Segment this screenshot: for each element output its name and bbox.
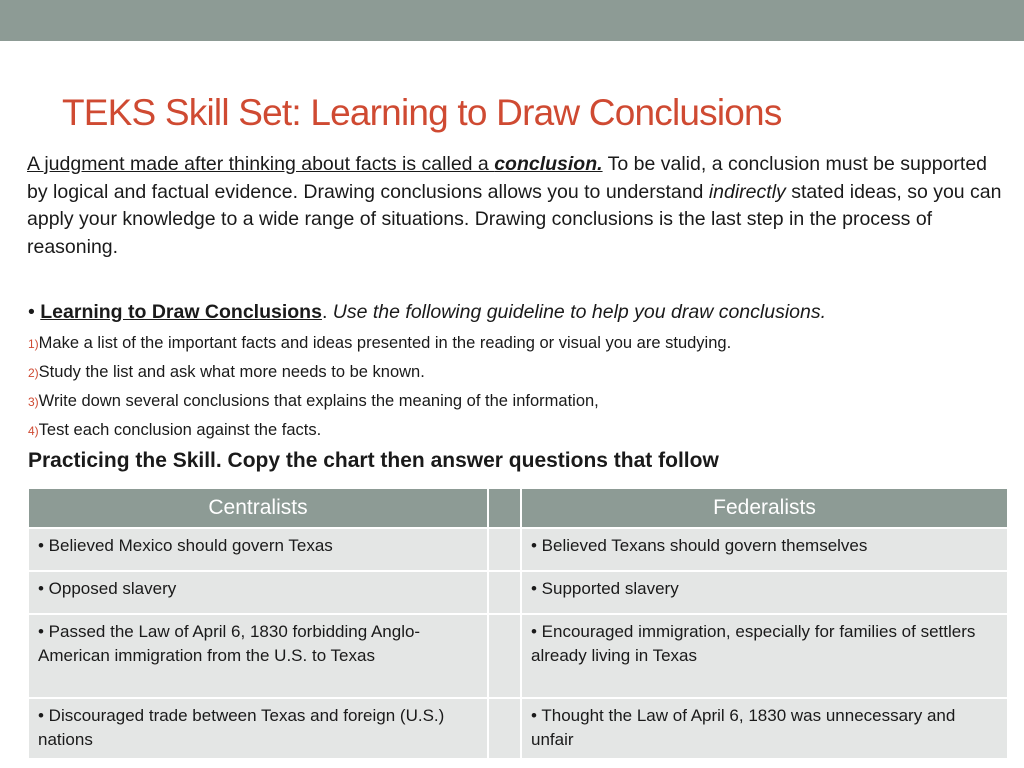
- spacer-cell: [488, 528, 521, 571]
- step-item: [28, 331, 731, 360]
- centralist-cell: • Discouraged trade between Texas and foreign (U.S.) nations: [28, 698, 488, 759]
- spacer-cell: [488, 614, 521, 698]
- guideline-text: Use the following guideline to help you draw conclusions.: [332, 301, 827, 323]
- table-header-row: [28, 488, 1008, 528]
- intro-paragraph: [27, 151, 1007, 261]
- step-number: 2): [28, 366, 39, 380]
- table-row: [28, 614, 1008, 698]
- federalist-cell: • Thought the Law of April 6, 1830 was unnecessary and unfair: [521, 698, 1008, 759]
- intro-emph: indirectly: [708, 180, 786, 203]
- step-item: [28, 389, 731, 418]
- step-text: Study the list and ask what more needs to be known.: [38, 363, 425, 381]
- step-text: Write down several conclusions that explains the meaning of the information,: [38, 392, 599, 410]
- comparison-table: [27, 487, 1009, 760]
- spacer-cell: [488, 571, 521, 614]
- intro-term: conclusion.: [494, 153, 603, 175]
- guideline-bullet: •: [28, 301, 41, 323]
- centralist-cell: • Believed Mexico should govern Texas: [28, 528, 488, 571]
- spacer-cell: [488, 698, 521, 759]
- step-number: 1): [28, 337, 39, 351]
- header-federalists: Federalists: [521, 488, 1008, 528]
- table-row: [28, 571, 1008, 614]
- step-text: Make a list of the important facts and ideas presented in the reading or visual you are studying.: [38, 334, 732, 352]
- federalist-cell: • Supported slavery: [521, 571, 1008, 614]
- top-band: [0, 0, 1024, 41]
- centralist-cell: • Passed the Law of April 6, 1830 forbidding Anglo-American immigration from the U.S. to Texas: [28, 614, 488, 698]
- step-number: 3): [28, 395, 39, 409]
- slide-title: TEKS Skill Set: Learning to Draw Conclusions: [62, 92, 782, 133]
- table-row: [28, 528, 1008, 571]
- guideline-period: .: [321, 301, 333, 323]
- step-item: [28, 418, 731, 447]
- practice-heading: Practicing the Skill. Copy the chart then answer questions that follow: [28, 449, 719, 472]
- intro-tail: stated ideas, so you can apply your knowledge to a wide range of situations. Drawing conclusions is the last step in the process of reasoning.: [27, 180, 1002, 258]
- table-row: [28, 698, 1008, 759]
- intro-after-term: To be valid, a conclusion must be supported by logical and factual evidence. Drawing conclusions allows you to understand: [27, 153, 988, 203]
- guideline-heading: Learning to Draw Conclusions: [40, 301, 322, 323]
- step-item: [28, 360, 731, 389]
- header-centralists: Centralists: [28, 488, 488, 528]
- guideline-line: [28, 299, 1018, 325]
- step-text: Test each conclusion against the facts.: [38, 421, 322, 439]
- intro-lead: A judgment made after thinking about facts is called a: [27, 153, 495, 175]
- federalist-cell: • Believed Texans should govern themselves: [521, 528, 1008, 571]
- centralist-cell: • Opposed slavery: [28, 571, 488, 614]
- header-spacer: [488, 488, 521, 528]
- federalist-cell: • Encouraged immigration, especially for families of settlers already living in Texas: [521, 614, 1008, 698]
- step-number: 4): [28, 424, 39, 438]
- steps-list: [28, 331, 731, 447]
